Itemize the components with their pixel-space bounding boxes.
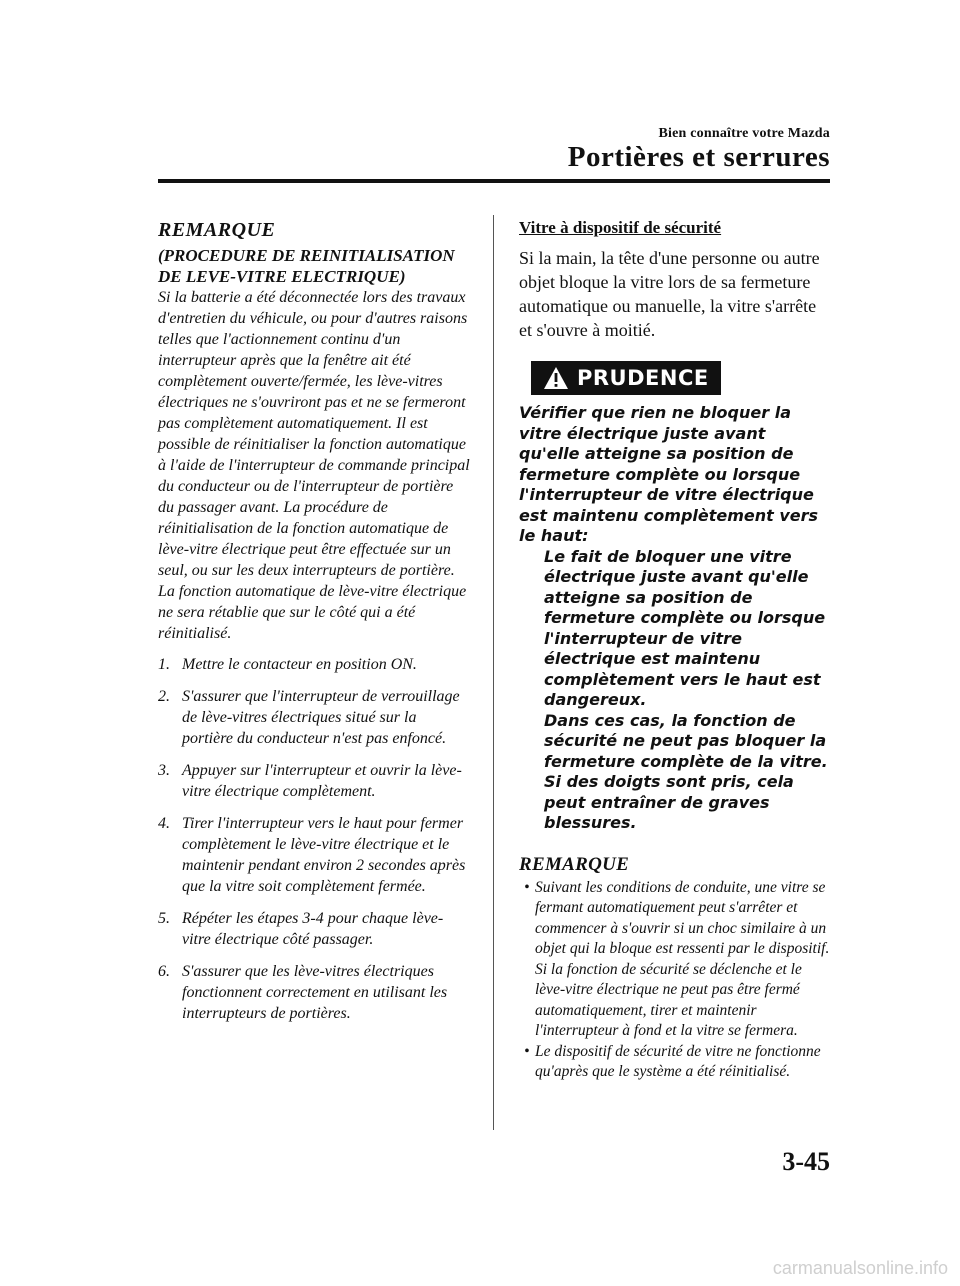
list-item [519,878,831,1042]
left-column [158,218,470,1035]
caution-detail-1: Le fait de bloquer une vitre électrique juste avant qu'elle atteigne sa position de fermeture complète ou lorsque l'interrupteur de vitre électrique est maintenu complètement vers le haut est dangereux. [544,546,826,709]
column-divider [493,215,494,1130]
notes-list [519,878,831,1083]
step-text: S'assurer que l'interrupteur de verrouillage de lève-vitres électriques situé sur la portière du conducteur n'est pas enfoncé. [182,688,460,747]
note-text: Le dispositif de sécurité de vitre ne fonctionne qu'après que le système a été réinitialisé. [535,1042,821,1080]
step-text: Tirer l'interrupteur vers le haut pour fermer complètement le lève-vitre électrique et le maintenir pendant environ 2 secondes après que la vitre soit complètement fermée. [182,815,466,895]
steps-list [158,654,470,1024]
caution-lead: Vérifier que rien ne bloquer la vitre électrique juste avant qu'elle atteigne sa position de fermeture complète ou lorsque l'interrupteur de vitre électrique est maintenu complètement vers le haut: [519,403,819,545]
list-item [158,686,470,749]
list-item [158,654,470,675]
caution-detail-2: Dans ces cas, la fonction de sécurité ne peut pas bloquer la fermeture complète de la vitre. Si des doigts sont pris, cela peut entraîner de graves blessures. [544,710,828,832]
procedure-title-line-1: (PROCEDURE DE REINITIALISATION [158,246,455,265]
caution-body [519,403,831,834]
list-item [158,961,470,1024]
step-number: 5. [158,910,170,927]
procedure-title-line-2: DE LEVE-VITRE ELECTRIQUE) [158,267,406,286]
page-number: 3-45 [782,1147,830,1176]
step-number: 3. [158,762,170,779]
reset-paragraph: Si la batterie a été déconnectée lors des travaux d'entretien du véhicule, ou pour d'autres raisons telles que l'actionnement continu d'un interrupteur après que la fenêtre ait été complètement ouverte/fermée, les lève-vitres électriques ne s'ouvriront pas et ne se fermeront pas complètement automatiquement. Il est possible de réinitialiser la fonction automatique à l'aide de l'interrupteur de commande principal du conducteur ou de l'interrupteur de portière du passager avant. La procédure de réinitialisation de la fonction automatique de lève-vitre électrique peut être effectuée sur un seul, ou sur les deux interrupteurs de portière. La fonction automatique de lève-vitre électrique ne sera rétablie que sur le côté qui a été réinitialisé. [158,289,470,642]
step-text: Mettre le contacteur en position ON. [182,656,417,673]
step-text: Appuyer sur l'interrupteur et ouvrir la lève-vitre électrique complètement. [182,762,462,800]
page-title: Portières et serrures [567,141,830,173]
step-text: S'assurer que les lève-vitres électriques fonctionnent correctement en utilisant les interrupteurs de portières. [182,963,448,1022]
caution-label: PRUDENCE [577,366,709,390]
section-heading: Vitre à dispositif de sécurité [519,218,722,237]
caution-badge [531,361,721,395]
watermark: carmanualsonline.info [772,1258,948,1278]
step-number: 1. [158,656,170,673]
warning-triangle-icon [543,366,569,390]
right-column [519,218,831,1083]
step-number: 6. [158,963,170,980]
intro-paragraph: Si la main, la tête d'une personne ou autre objet bloque la vitre lors de sa fermeture automatique ou manuelle, la vitre s'arrête et s'ouvre à moitié. [519,248,820,340]
bullet: • [524,878,530,896]
header-subtitle: Bien connaître votre Mazda [658,126,830,141]
list-item [519,1042,831,1083]
list-item [158,813,470,897]
step-number: 2. [158,688,170,705]
note-text-continued: Si la fonction de sécurité se déclenche et le lève-vitre électrique ne peut pas être fermé automatiquement, tirer et maintenir l'interrupteur à fond et la vitre se fermera. [535,960,802,1039]
bullet: • [524,1042,530,1060]
remarque-title-2: REMARQUE [519,853,630,875]
list-item [158,760,470,802]
header-rule [158,179,830,183]
step-number: 4. [158,815,170,832]
list-item [158,908,470,950]
step-text: Répéter les étapes 3-4 pour chaque lève-vitre électrique côté passager. [182,910,444,948]
remarque-title: REMARQUE [158,219,276,241]
note-text: Suivant les conditions de conduite, une vitre se fermant automatiquement peut s'arrêter et commencer à s'ouvrir si un choc similaire à un objet qui la bloque est ressenti par le dispositif. [535,878,830,957]
